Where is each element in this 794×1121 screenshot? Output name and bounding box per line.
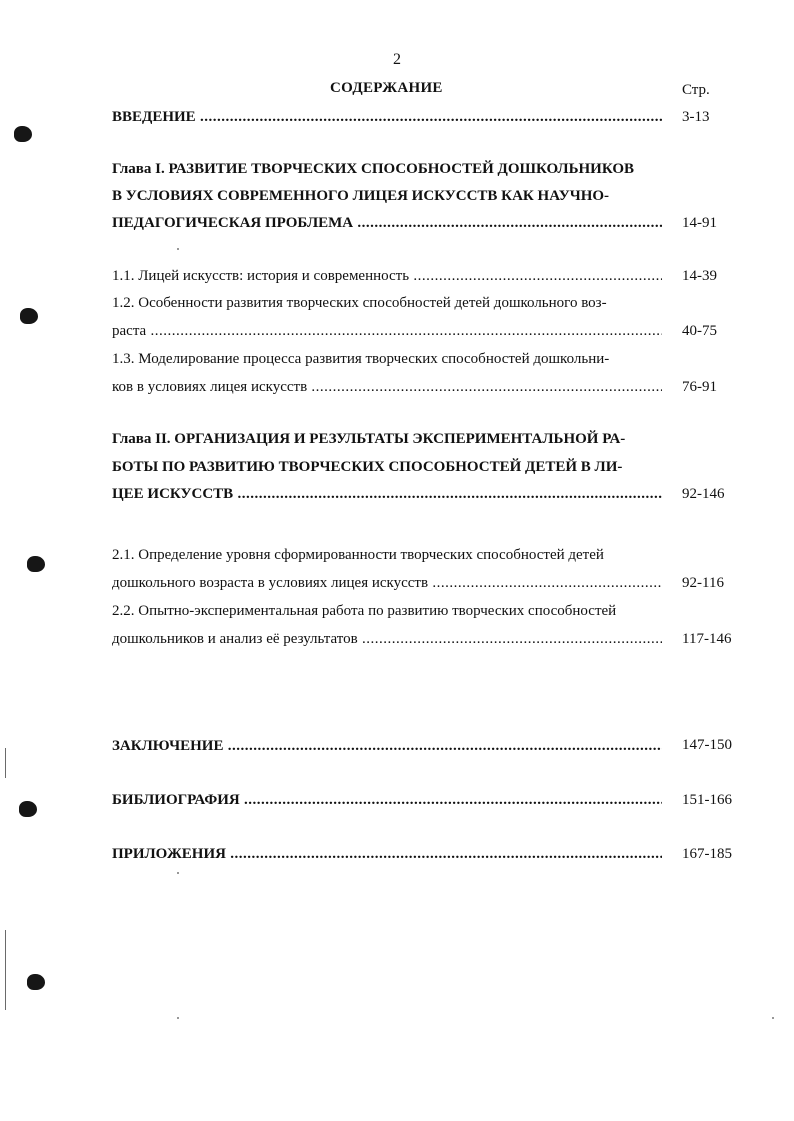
toc-entry-bibliography-pages: 151-166: [682, 792, 732, 808]
scan-speck: [177, 1017, 179, 1019]
binding-hole-mark: [14, 126, 32, 142]
chapter1-pages: 14-91: [682, 215, 717, 231]
chapter1-title-line3: ПЕДАГОГИЧЕСКАЯ ПРОБЛЕМА .....: [112, 212, 662, 234]
section-1-2-line1: 1.2. Особенности развития творческих способностей детей дошкольного воз-: [112, 295, 607, 311]
chapter2-title-line2: БОТЫ ПО РАЗВИТИЮ ТВОРЧЕСКИХ СПОСОБНОСТЕЙ ДЕТЕЙ В ЛИ-: [112, 459, 623, 475]
pages-column-header: Стр.: [682, 82, 710, 98]
section-1-3-pages: 76-91: [682, 379, 717, 395]
toc-entry-appendices-pages: 167-185: [682, 846, 732, 862]
chapter2-pages: 92-146: [682, 486, 725, 502]
binding-hole-mark: [27, 974, 45, 990]
scan-speck: [772, 1017, 774, 1019]
section-1-3-line1: 1.3. Моделирование процесса развития творческих способностей дошкольни-: [112, 351, 610, 367]
toc-entry-bibliography: БИБЛИОГРАФИЯ .....: [112, 789, 662, 811]
section-1-3-line2: ков в условиях лицея искусств .....: [112, 376, 662, 398]
section-1-2-line2: раста .....: [112, 320, 662, 342]
section-2-1-line1: 2.1. Определение уровня сформированности творческих способностей детей: [112, 547, 604, 563]
toc-entry-conclusion-pages: 147-150: [682, 737, 732, 753]
section-2-1-line2: дошкольного возраста в условиях лицея искусств .....: [112, 572, 662, 594]
binding-hole-mark: [19, 801, 37, 817]
binding-hole-mark: [20, 308, 38, 324]
toc-title: СОДЕРЖАНИЕ: [330, 80, 443, 96]
toc-entry-intro: ВВЕДЕНИЕ .....: [112, 106, 662, 128]
toc-entry-intro-pages: 3-13: [682, 109, 710, 125]
scan-edge-line: [5, 748, 6, 778]
scan-speck: [177, 872, 179, 874]
chapter2-title-line1: Глава II. ОРГАНИЗАЦИЯ И РЕЗУЛЬТАТЫ ЭКСПЕРИМЕНТАЛЬНОЙ РА-: [112, 431, 626, 447]
page-number: 2: [393, 51, 401, 68]
section-2-2-line1: 2.2. Опытно-экспериментальная работа по развитию творческих способностей: [112, 603, 617, 619]
section-2-2-line2: дошкольников и анализ её результатов .....: [112, 628, 662, 650]
toc-entry-appendices: ПРИЛОЖЕНИЯ .....: [112, 843, 662, 865]
toc-entry-conclusion: ЗАКЛЮЧЕНИЕ .....: [112, 735, 662, 757]
section-1-1-pages: 14-39: [682, 268, 717, 284]
chapter1-title-line2: В УСЛОВИЯХ СОВРЕМЕННОГО ЛИЦЕЯ ИСКУССТВ КАК НАУЧНО-: [112, 188, 610, 204]
section-1-2-pages: 40-75: [682, 323, 717, 339]
section-1-1: 1.1. Лицей искусств: история и современность .....: [112, 265, 662, 287]
section-2-2-pages: 117-146: [682, 631, 732, 647]
chapter2-title-line3: ЦЕЕ ИСКУССТВ .....: [112, 483, 662, 505]
section-2-1-pages: 92-116: [682, 575, 724, 591]
chapter1-title-line1: Глава I. РАЗВИТИЕ ТВОРЧЕСКИХ СПОСОБНОСТЕЙ ДОШКОЛЬНИКОВ: [112, 161, 635, 177]
scan-edge-line: [5, 930, 6, 1010]
scan-speck: [177, 248, 179, 250]
binding-hole-mark: [27, 556, 45, 572]
